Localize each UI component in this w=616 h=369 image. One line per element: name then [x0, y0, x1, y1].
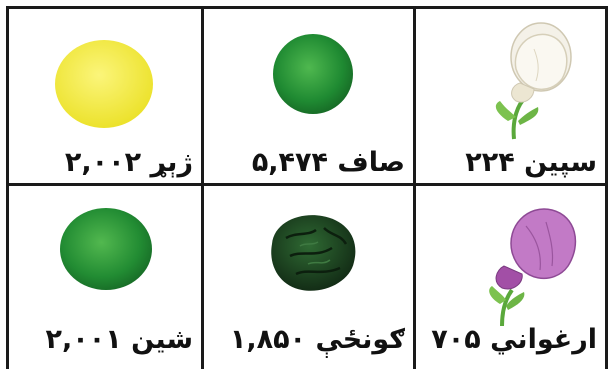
table-cell-wrinkled — [204, 186, 413, 369]
cell-label: ګونځې ۱,۸۵۰ — [229, 324, 405, 355]
cell-label: سپین ۲۲۴ — [465, 147, 597, 178]
table-cell-yellow — [9, 9, 201, 183]
table-cell-smooth — [204, 9, 413, 183]
cell-label: صاف ۵,۴۷۴ — [251, 147, 405, 178]
table-cell-green — [9, 186, 201, 369]
table-border-right — [605, 6, 608, 369]
cell-label: ارغواني ۷۰۵ — [431, 324, 597, 355]
cell-label: ژېړ ۲,۰۰۲ — [64, 147, 193, 178]
cell-label: شین ۲,۰۰۱ — [45, 324, 193, 355]
table-cell-white-flower — [416, 9, 605, 183]
table-cell-purple-flower — [416, 186, 605, 369]
